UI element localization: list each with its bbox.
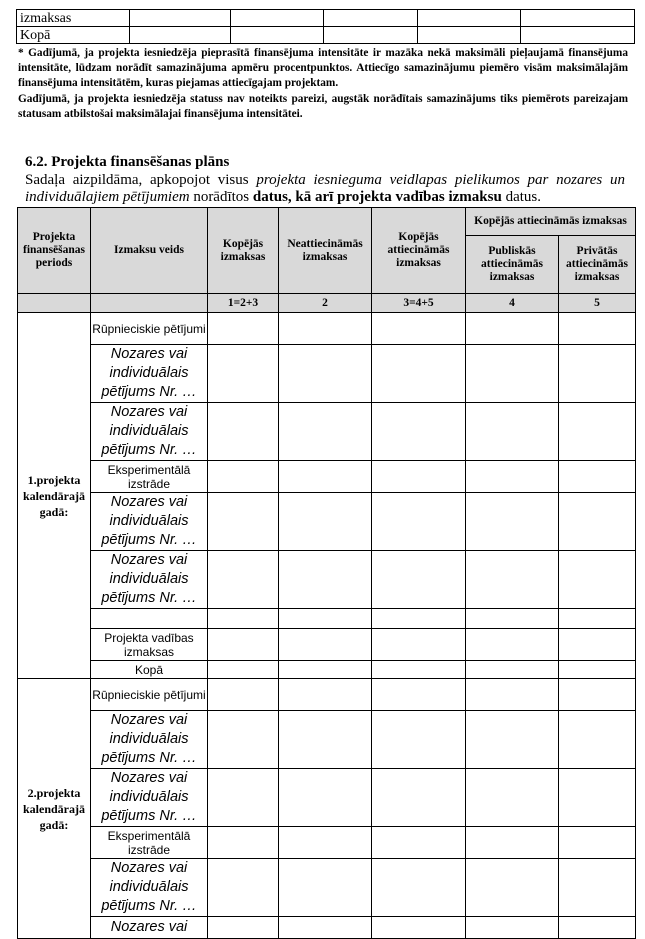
previous-table-tail (16, 9, 635, 44)
amount-cell[interactable] (279, 711, 372, 769)
blank-cell (91, 294, 208, 313)
period-label: 1.projekta kalendārajā gadā: (18, 313, 91, 679)
cost-type-label: Eksperimentālā izstrāde (91, 827, 208, 859)
amount-cell[interactable] (466, 629, 559, 661)
table-cell[interactable] (418, 10, 521, 27)
header-public: Publiskās attiecināmās izmaksas (466, 236, 559, 294)
amount-cell[interactable] (466, 917, 559, 939)
amount-cell[interactable] (466, 403, 559, 461)
amount-cell[interactable] (466, 679, 559, 711)
cost-type-label: Nozares vai individuālais pētījums Nr. … (91, 859, 208, 917)
amount-cell[interactable] (466, 551, 559, 609)
header-total: Kopējās izmaksas (208, 208, 279, 294)
amount-cell[interactable] (279, 827, 372, 859)
cost-type-label (91, 609, 208, 629)
table-row (18, 679, 636, 711)
amount-cell[interactable] (466, 859, 559, 917)
amount-cell[interactable] (208, 403, 279, 461)
table-cell[interactable] (130, 10, 231, 27)
table-cell[interactable] (130, 27, 231, 44)
table-cell[interactable] (418, 27, 521, 44)
amount-cell[interactable] (559, 551, 636, 609)
amount-cell[interactable] (372, 769, 466, 827)
desc-text: norādītos (189, 189, 253, 205)
amount-cell[interactable] (372, 661, 466, 679)
amount-cell[interactable] (559, 827, 636, 859)
amount-cell[interactable] (466, 345, 559, 403)
table-row (18, 859, 636, 917)
amount-cell[interactable] (208, 859, 279, 917)
row-label: Kopā (17, 27, 130, 44)
period-label: 2.projekta kalendārajā gadā: (18, 679, 91, 939)
table-row (18, 493, 636, 551)
header-group: Kopējās attiecināmās izmaksas (466, 208, 636, 236)
amount-cell[interactable] (466, 461, 559, 493)
amount-cell[interactable] (279, 679, 372, 711)
table-row (18, 917, 636, 939)
col-number: 5 (559, 294, 636, 313)
amount-cell[interactable] (559, 629, 636, 661)
table-row (18, 313, 636, 345)
cost-type-label: Kopā (91, 661, 208, 679)
amount-cell[interactable] (279, 917, 372, 939)
amount-cell[interactable] (279, 551, 372, 609)
amount-cell[interactable] (372, 917, 466, 939)
amount-cell[interactable] (279, 769, 372, 827)
amount-cell[interactable] (372, 629, 466, 661)
amount-cell[interactable] (559, 609, 636, 629)
header-period: Projekta finansēšanas periods (18, 208, 91, 294)
cost-type-label: Nozares vai individuālais pētījums Nr. … (91, 769, 208, 827)
header-nonelig: Neattiecināmās izmaksas (279, 208, 372, 294)
amount-cell[interactable] (559, 493, 636, 551)
header-elig: Kopējās attiecināmās izmaksas (372, 208, 466, 294)
number-row (18, 294, 636, 313)
cost-type-label: Rūpnieciskie pētījumi (91, 313, 208, 345)
desc-text: datus. (501, 189, 541, 205)
amount-cell[interactable] (279, 629, 372, 661)
amount-cell[interactable] (559, 661, 636, 679)
amount-cell[interactable] (208, 629, 279, 661)
row-label: izmaksas (17, 10, 130, 27)
amount-cell[interactable] (279, 859, 372, 917)
cost-type-label: Nozares vai individuālais pētījums Nr. … (91, 551, 208, 609)
table-row (18, 345, 636, 403)
amount-cell[interactable] (466, 661, 559, 679)
amount-cell[interactable] (279, 345, 372, 403)
amount-cell[interactable] (279, 661, 372, 679)
col-number: 1=2+3 (208, 294, 279, 313)
amount-cell[interactable] (372, 859, 466, 917)
amount-cell[interactable] (208, 345, 279, 403)
footnote-paragraph: Gadījumā, ja projekta iesniedzēja statuss nav noteikts pareizi, augstāk norādītais samazinājums tiks piemērots pareizajam statusam atbilstošai maksimālajai finansējuma intensitātei. (18, 92, 628, 120)
amount-cell[interactable] (372, 609, 466, 629)
table-row (17, 10, 635, 27)
table-row (18, 711, 636, 769)
amount-cell[interactable] (279, 461, 372, 493)
table-row (17, 27, 635, 44)
table-row (18, 461, 636, 493)
amount-cell[interactable] (208, 711, 279, 769)
amount-cell[interactable] (208, 827, 279, 859)
table-cell[interactable] (231, 27, 324, 44)
cost-type-label: Nozares vai (91, 917, 208, 939)
amount-cell[interactable] (279, 403, 372, 461)
amount-cell[interactable] (208, 493, 279, 551)
amount-cell[interactable] (372, 345, 466, 403)
amount-cell[interactable] (208, 661, 279, 679)
desc-bold: datus, kā arī projekta vadības izmaksu (252, 189, 502, 205)
cost-type-label: Projekta vadības izmaksas (91, 629, 208, 661)
cost-type-label: Nozares vai individuālais pētījums Nr. … (91, 711, 208, 769)
amount-cell[interactable] (466, 609, 559, 629)
amount-cell[interactable] (372, 827, 466, 859)
table-row (18, 403, 636, 461)
amount-cell[interactable] (372, 313, 466, 345)
amount-cell[interactable] (208, 609, 279, 629)
amount-cell[interactable] (559, 403, 636, 461)
amount-cell[interactable] (279, 313, 372, 345)
amount-cell[interactable] (208, 461, 279, 493)
amount-cell[interactable] (466, 711, 559, 769)
table-cell[interactable] (521, 10, 635, 27)
amount-cell[interactable] (208, 769, 279, 827)
amount-cell[interactable] (208, 313, 279, 345)
table-row (18, 769, 636, 827)
amount-cell[interactable] (466, 827, 559, 859)
desc-italic: projekta iesnieguma veidlapas pielikumos par nozares un individuālajiem pētījumiem (25, 172, 625, 205)
col-number: 4 (466, 294, 559, 313)
amount-cell[interactable] (372, 711, 466, 769)
amount-cell[interactable] (559, 917, 636, 939)
amount-cell[interactable] (208, 551, 279, 609)
amount-cell[interactable] (372, 679, 466, 711)
amount-cell[interactable] (208, 679, 279, 711)
table-cell[interactable] (231, 10, 324, 27)
footnote (18, 46, 628, 122)
table-row (18, 827, 636, 859)
col-number: 2 (279, 294, 372, 313)
amount-cell[interactable] (466, 493, 559, 551)
col-number: 3=4+5 (372, 294, 466, 313)
table-cell[interactable] (521, 27, 635, 44)
amount-cell[interactable] (279, 609, 372, 629)
financing-plan-table (17, 207, 636, 939)
table-row (18, 661, 636, 679)
cost-type-label: Eksperimentālā izstrāde (91, 461, 208, 493)
amount-cell[interactable] (559, 769, 636, 827)
table-cell[interactable] (324, 27, 418, 44)
amount-cell[interactable] (372, 551, 466, 609)
amount-cell[interactable] (279, 493, 372, 551)
cost-type-label: Nozares vai individuālais pētījums Nr. … (91, 345, 208, 403)
amount-cell[interactable] (559, 461, 636, 493)
section-description (25, 172, 625, 206)
cost-type-label: Nozares vai individuālais pētījums Nr. … (91, 493, 208, 551)
amount-cell[interactable] (372, 461, 466, 493)
amount-cell[interactable] (208, 917, 279, 939)
amount-cell[interactable] (559, 859, 636, 917)
amount-cell[interactable] (559, 679, 636, 711)
amount-cell[interactable] (559, 711, 636, 769)
footnote-paragraph: * Gadījumā, ja projekta iesniedzēja pieprasītā finansējuma intensitāte ir mazāka nekā maksimāli pieļaujamā finansējuma intensitāte, lūdzam norādīt samazinājuma apmēru procentpunktos. Attiecīgo samazinājumu piemēro visām maksimālajām finansējuma intensitātēm, kuras piejamas attiecīgajam projektam. (18, 47, 628, 90)
cost-type-label: Nozares vai individuālais pētījums Nr. … (91, 403, 208, 461)
amount-cell[interactable] (559, 345, 636, 403)
cost-type-label: Rūpnieciskie pētījumi (91, 679, 208, 711)
amount-cell[interactable] (466, 769, 559, 827)
blank-cell (18, 294, 91, 313)
amount-cell[interactable] (559, 313, 636, 345)
table-row (18, 629, 636, 661)
amount-cell[interactable] (372, 403, 466, 461)
amount-cell[interactable] (466, 313, 559, 345)
header-type: Izmaksu veids (91, 208, 208, 294)
desc-text: Sadaļa aizpildāma, apkopojot visus (25, 172, 257, 188)
table-row (18, 609, 636, 629)
table-cell[interactable] (324, 10, 418, 27)
amount-cell[interactable] (372, 493, 466, 551)
table-row (18, 551, 636, 609)
header-private: Privātās attiecināmās izmaksas (559, 236, 636, 294)
section-title: 6.2. Projekta finansēšanas plāns (25, 154, 230, 170)
